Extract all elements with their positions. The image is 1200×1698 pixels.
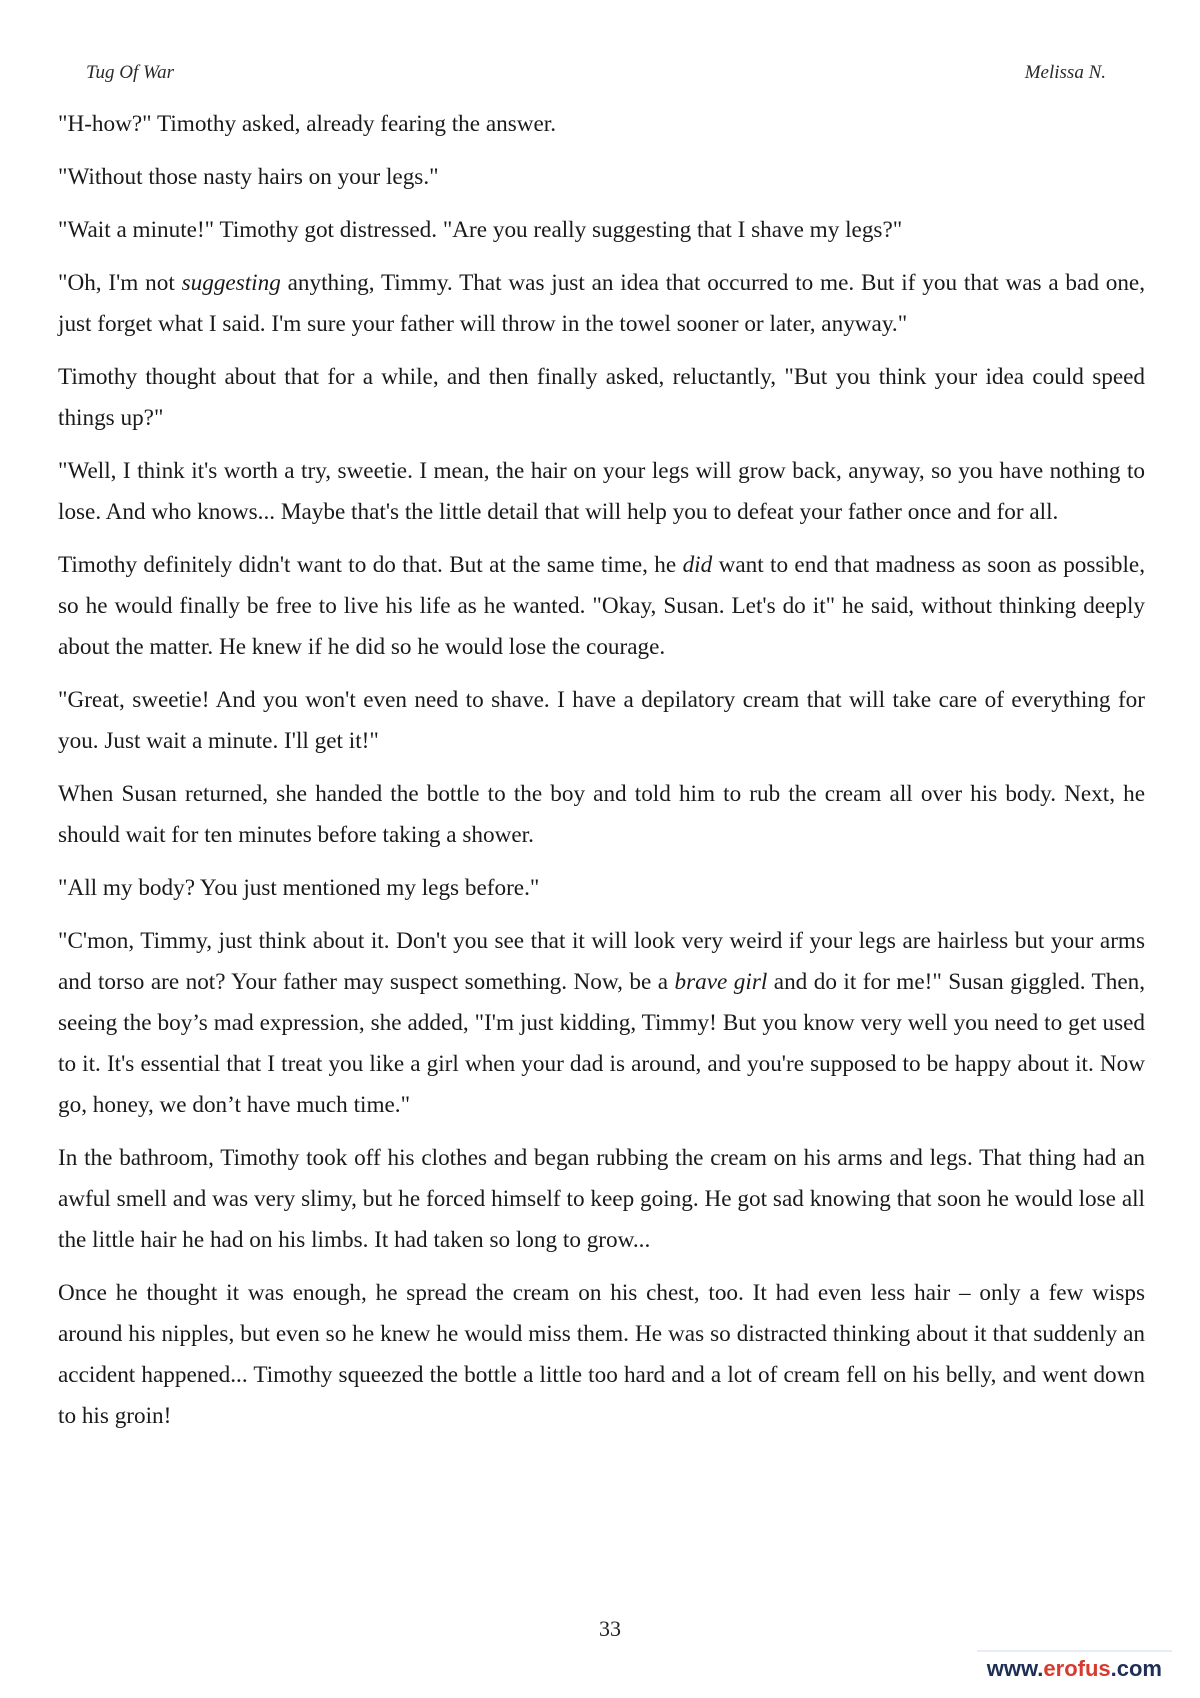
paragraph-13: Once he thought it was enough, he spread the cream on his chest, too. It had even less hair – only a few wisps around his nipples, but even so he knew he would miss them. He was so distracted thinking about it that suddenly an accident happened... Timothy squeezed the bottle a little too hard and a lot of cream fell on his belly, and went down to his groin! [58, 1280, 1145, 1429]
paragraph-7 [58, 545, 1145, 668]
paragraph-2: "Without those nasty hairs on your legs." [58, 164, 439, 190]
paragraph-7-part-2: want to end that madness as soon as possible, so he would finally be free to live his life as he wanted. "Okay, Susan. Let's do it" he said, without thinking deeply about the matter. He knew if he did so he would lose the courage. [58, 552, 1146, 660]
paragraph-9: When Susan returned, she handed the bottle to the boy and told him to rub the cream all over his body. Next, he should wait for ten minutes before taking a shower. [58, 781, 1145, 848]
paragraph-12: In the bathroom, Timothy took off his clothes and began rubbing the cream on his arms and legs. That thing had an awful smell and was very slimy, but he forced himself to keep going. He got sad knowing that soon he would lose all the little hair he had on his limbs. It had taken so long to grow... [58, 1145, 1145, 1253]
watermark [977, 1650, 1172, 1686]
paragraph-5: Timothy thought about that for a while, and then finally asked, reluctantly, "But you think your idea could speed things up?" [58, 364, 1145, 431]
book-title: Tug Of War [86, 62, 174, 83]
body-text [58, 104, 1145, 1449]
paragraph-11 [58, 921, 1145, 1126]
paragraph-10: "All my body? You just mentioned my legs before." [58, 875, 540, 901]
paragraph-4 [58, 263, 1145, 345]
watermark-name: erofus [1043, 1656, 1111, 1681]
paragraph-6: "Well, I think it's worth a try, sweetie. I mean, the hair on your legs will grow back, anyway, so you have nothing to lose. And who knows... Maybe that's the little detail that will help you to defeat your father once and for all. [58, 458, 1145, 525]
paragraph-11-emphasis: brave girl [674, 969, 768, 995]
paragraph-1: "H-how?" Timothy asked, already fearing the answer. [58, 111, 557, 137]
paragraph-4-part-2: anything, Timmy. That was just an idea that occurred to me. But if you that was a bad one, just forget what I said. I'm sure your father will throw in the towel sooner or later, anyway." [58, 270, 1146, 337]
paragraph-4-emphasis: suggesting [181, 270, 281, 296]
paragraph-4-part-1: "Oh, I'm not [58, 270, 182, 296]
paragraph-8: "Great, sweetie! And you won't even need to shave. I have a depilatory cream that will take care of everything for you. Just wait a minute. I'll get it!" [58, 687, 1145, 754]
paragraph-11-part-2: and do it for me!" Susan giggled. Then, seeing the boy’s mad expression, she added, "I'm just kidding, Timmy! But you know very well you need to get used to it. It's essential that I treat you like a girl when your dad is around, and you're supposed to be happy about it. Now go, honey, we don’t have much time." [58, 969, 1146, 1118]
running-header [86, 62, 1106, 88]
watermark-suffix: .com [1110, 1656, 1162, 1681]
watermark-prefix: www. [986, 1656, 1044, 1681]
page-number: 33 [599, 1616, 621, 1641]
paragraph-7-emphasis: did [682, 552, 713, 578]
paragraph-11-part-1: "C'mon, Timmy, just think about it. Don't you see that it will look very weird if your legs are hairless but your arms and torso are not? Your father may suspect something. Now, be a [58, 928, 1145, 995]
author-name: Melissa N. [1024, 62, 1106, 83]
paragraph-7-part-1: Timothy definitely didn't want to do that. But at the same time, he [58, 552, 683, 578]
paragraph-3: "Wait a minute!" Timothy got distressed. "Are you really suggesting that I shave my legs?" [58, 217, 903, 243]
